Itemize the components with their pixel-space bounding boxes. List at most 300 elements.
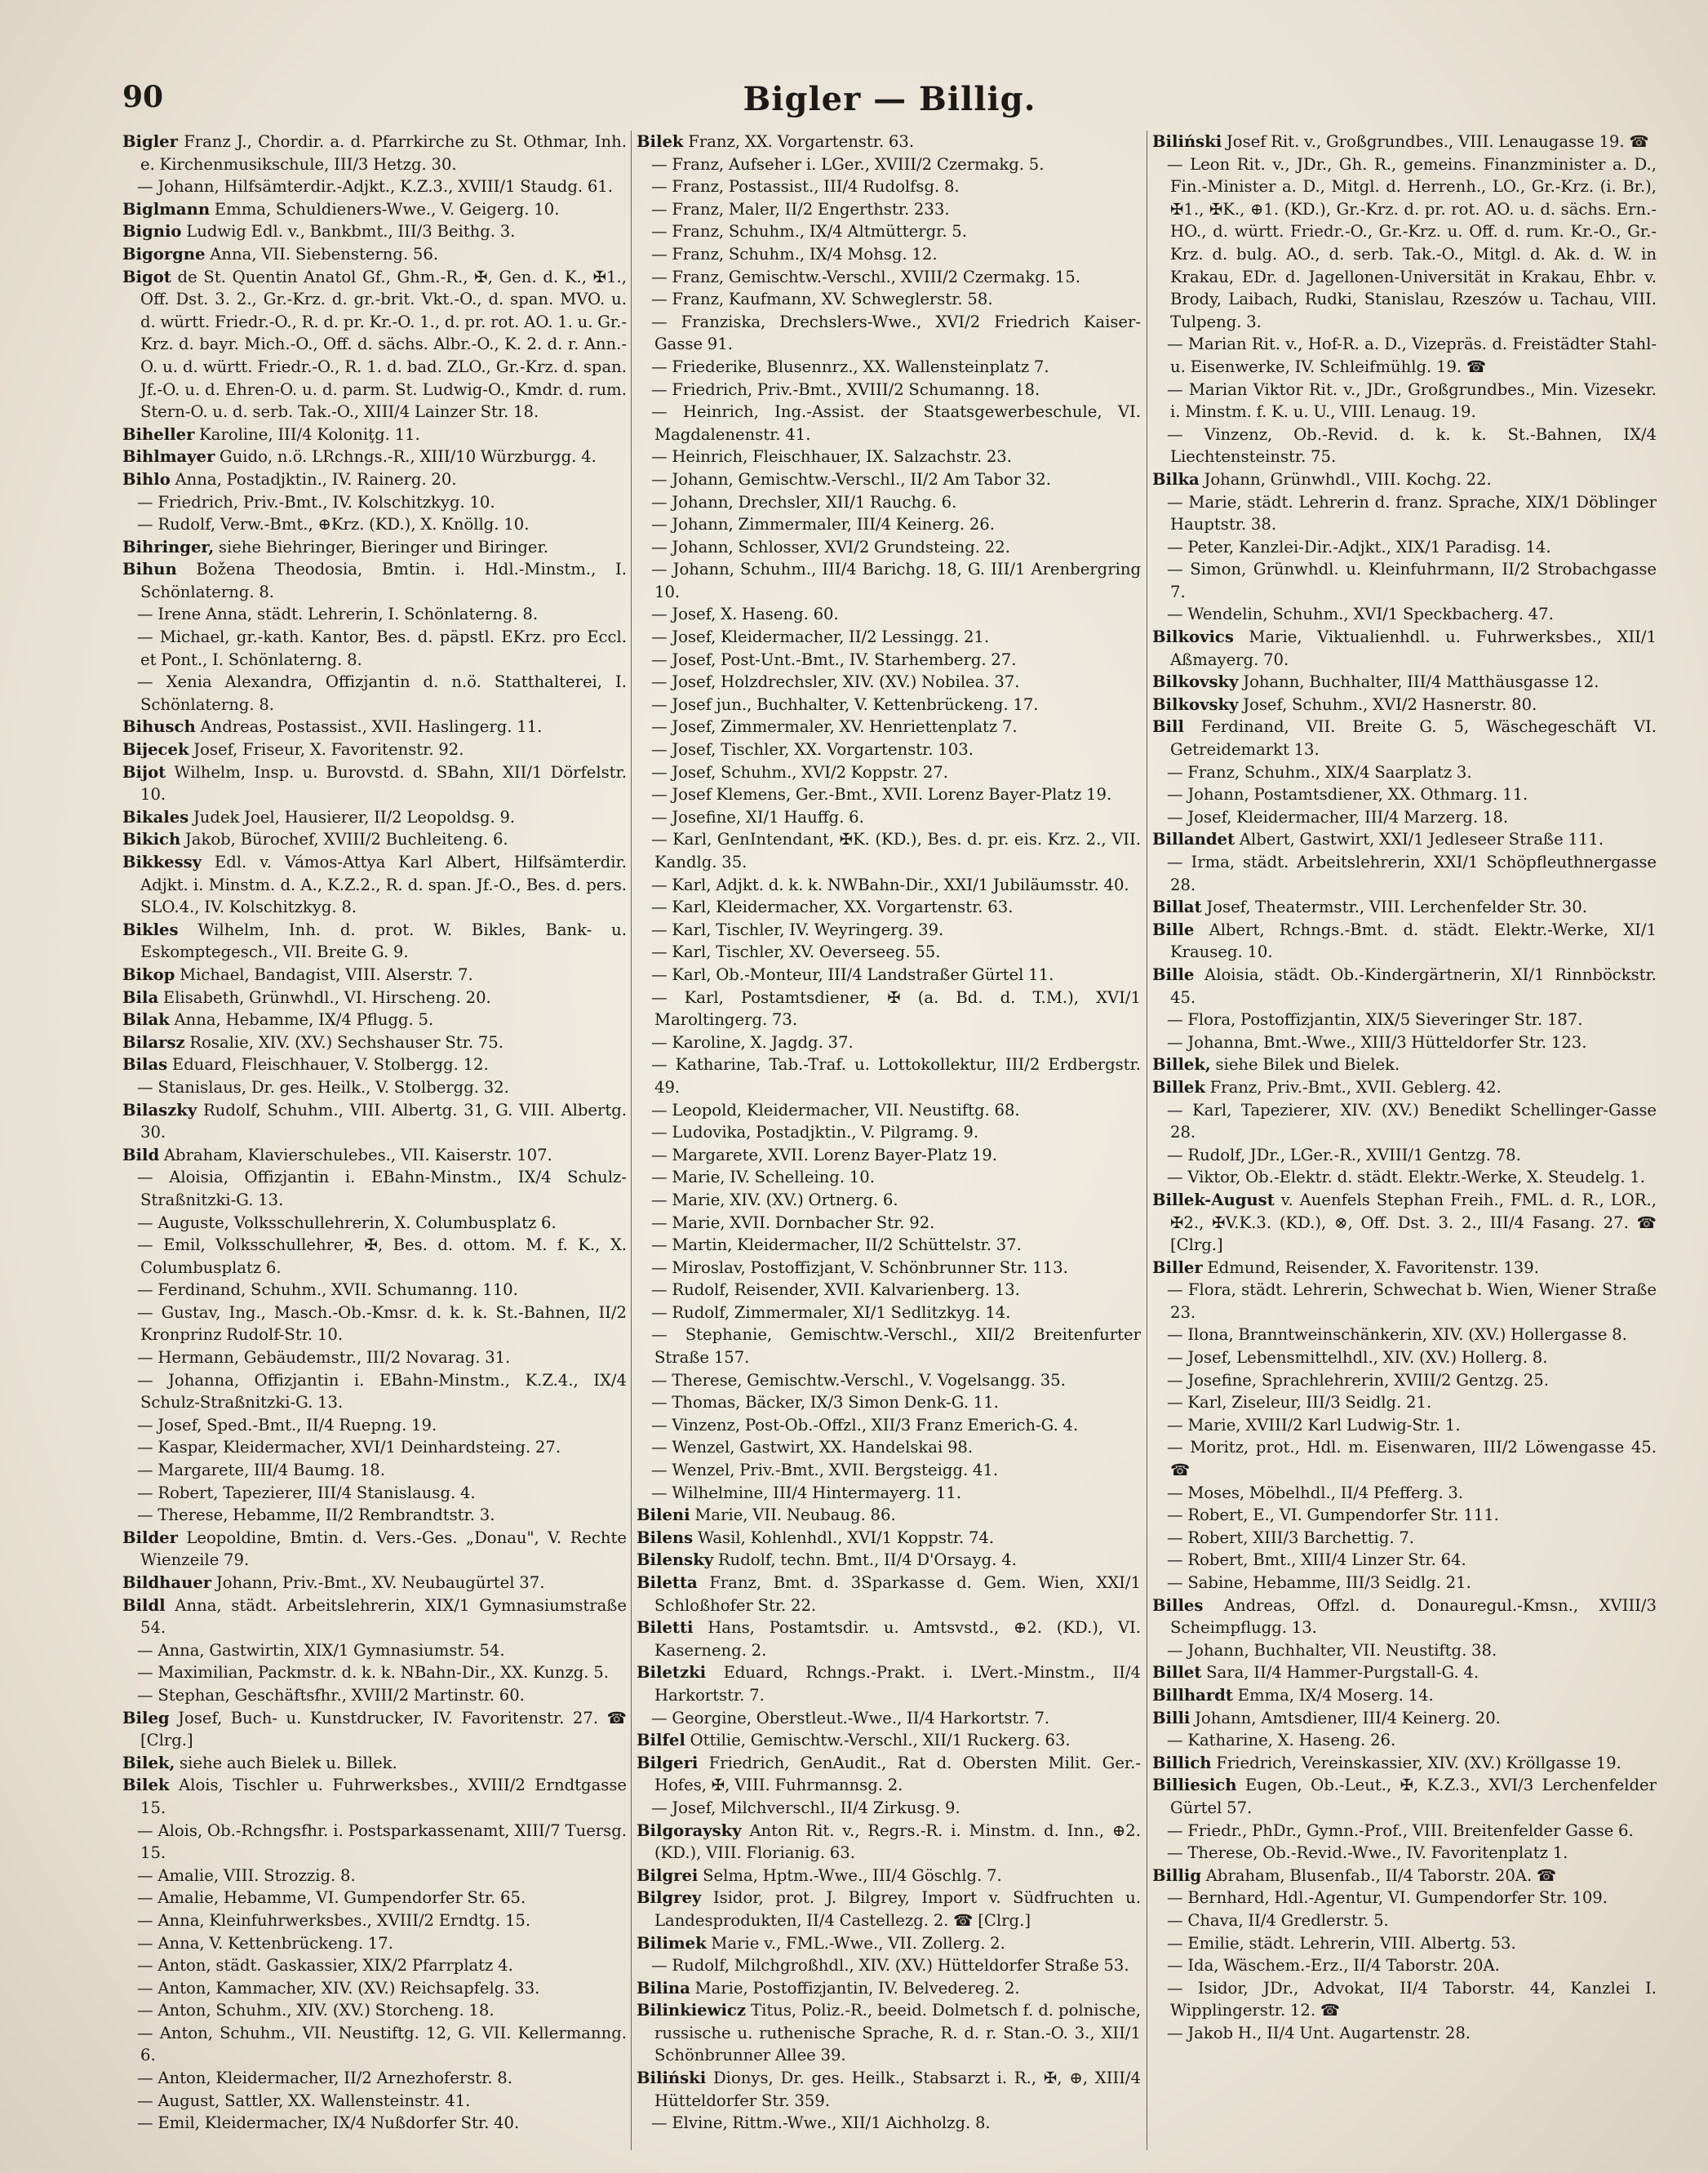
directory-entry <box>637 1189 1141 1212</box>
directory-entry <box>1152 1414 1657 1437</box>
directory-entry <box>122 558 627 603</box>
entry-text: — Michael, gr.-kath. Kantor, Bes. d. päpstl. EKrz. pro Eccl. et Pont., I. Schönlaterng. 8. <box>137 628 627 669</box>
directory-entry <box>122 1279 627 1302</box>
directory-entry <box>122 1166 627 1211</box>
directory-entry <box>637 311 1141 356</box>
entry-text: — Josef, Holzdrechsler, XIV. (XV.) Nobilea. 37. <box>651 672 1020 692</box>
directory-entry <box>1152 1820 1657 1843</box>
directory-entry <box>1152 1729 1657 1752</box>
entry-headword: Bille <box>1152 965 1195 984</box>
entry-text: Eduard, Rchngs.-Prakt. i. LVert.-Minstm., II/4 Harkortstr. 7. <box>654 1663 1141 1705</box>
directory-entry <box>637 1212 1141 1235</box>
directory-entry <box>637 175 1141 198</box>
directory-entry <box>122 1346 627 1369</box>
directory-entry <box>637 288 1141 311</box>
directory-entry <box>122 1414 627 1437</box>
entry-text: — Therese, Ob.-Revid.-Wwe., IV. Favoritenplatz 1. <box>1167 1843 1568 1863</box>
entry-text: — Karl, Ob.-Monteur, III/4 Landstraßer Gürtel 11. <box>651 965 1054 984</box>
entry-text: Josef, Schuhm., XVI/2 Hasnerstr. 80. <box>1238 694 1537 714</box>
entry-text: — Karl, Tischler, IV. Weyringerg. 39. <box>651 920 944 939</box>
directory-entry <box>1152 558 1657 603</box>
entry-text: — Bernhard, Hdl.-Agentur, VI. Gumpendorfer Str. 109. <box>1167 1888 1608 1908</box>
entry-text: — Heinrich, Fleischhauer, IX. Salzachstr. 23. <box>651 447 1013 467</box>
entry-text: — Vinzenz, Ob.-Revid. d. k. k. St.-Bahnen, IX/4 Liechtensteinstr. 75. <box>1167 424 1657 467</box>
directory-entry <box>122 1482 627 1505</box>
directory-entry <box>122 603 627 626</box>
entry-text: Ludwig Edl. v., Bankbmt., III/3 Beithg. 3. <box>181 222 516 242</box>
entry-text: — Auguste, Volksschullehrerin, X. Columbusplatz 6. <box>137 1213 557 1232</box>
entry-text: — Johann, Zimmermaler, III/4 Keinerg. 26. <box>651 515 995 534</box>
directory-entry <box>122 1572 627 1594</box>
entry-text: Emma, Schuldieners-Wwe., V. Geigerg. 10. <box>210 199 560 219</box>
directory-entry <box>637 828 1141 873</box>
directory-entry <box>122 1932 627 1955</box>
entry-headword: Bikop <box>122 965 175 984</box>
entry-headword: Billig <box>1152 1865 1202 1885</box>
entry-text: Josef Rit. v., Großgrundbes., VIII. Lenaugasse 19. ☎ <box>1222 132 1649 151</box>
directory-entry <box>1152 1909 1657 1932</box>
entry-headword: Bileg <box>122 1708 170 1727</box>
entry-headword: Bila <box>122 987 159 1007</box>
entry-text: Josef, Buch- u. Kunstdrucker, IV. Favoritenstr. 27. ☎ [Clrg.] <box>140 1708 627 1750</box>
entry-headword: Bilkovsky <box>1152 672 1239 692</box>
entry-text: — Simon, Grünwhdl. u. Kleinfuhrmann, II/2 Strobachgasse 7. <box>1167 560 1657 601</box>
entry-text: — Anton, städt. Gaskassier, XIX/2 Pfarrplatz 4. <box>137 1956 513 1976</box>
entry-text: — Ilona, Branntweinschänkerin, XIV. (XV.) Hollergasse 8. <box>1167 1325 1627 1345</box>
directory-entry <box>122 1076 627 1099</box>
entry-text: — Stephanie, Gemischtw.-Verschl., XII/2 Breitenfurter Straße 157. <box>651 1325 1141 1368</box>
entry-text: — Miroslav, Postoffizjant, V. Schönbrunner Str. 113. <box>651 1257 1068 1277</box>
entry-text: Andreas, Offzl. d. Donauregul.-Kmsn., XVIII/3 Scheimpflugg. 13. <box>1170 1595 1657 1638</box>
directory-entry <box>1152 694 1657 716</box>
entry-headword: Bilfel <box>637 1731 685 1750</box>
entry-text: — Anna, V. Kettenbrückeng. 17. <box>137 1933 393 1953</box>
entry-text: Anna, Postadjktin., IV. Rainerg. 20. <box>170 469 457 489</box>
column-2 <box>637 131 1141 2150</box>
entry-text: — Hermann, Gebäudemstr., III/2 Novarag. 31. <box>137 1348 511 1368</box>
entry-text: — Chava, II/4 Gredlerstr. 5. <box>1167 1910 1389 1930</box>
entry-text: Johann, Amtsdiener, III/4 Keinerg. 20. <box>1190 1708 1501 1727</box>
entry-text: — Josef, Zimmermaler, XV. Henriettenplatz 7. <box>651 717 1018 737</box>
directory-entry <box>637 536 1141 559</box>
directory-entry <box>122 1436 627 1459</box>
directory-entry <box>1152 1954 1657 1977</box>
directory-entry <box>637 783 1141 806</box>
directory-entry <box>637 1707 1141 1730</box>
entry-text: — Viktor, Ob.-Elektr. d. städt. Elektr.-Werke, X. Steudelg. 1. <box>1167 1168 1645 1187</box>
directory-entry <box>122 761 627 806</box>
entry-text: — Karl, Ziseleur, III/3 Seidlg. 21. <box>1167 1393 1432 1412</box>
entry-text: — Johann, Postamtsdiener, XX. Othmarg. 11. <box>1167 785 1528 805</box>
entry-text: Dionys, Dr. ges. Heilk., Stabsarzt i. R., ✠, ⊕, XIII/4 Hütteldorfer Str. 359. <box>654 2069 1141 2110</box>
entry-text: siehe Bilek und Bielek. <box>1210 1055 1400 1075</box>
entry-headword: Biglmann <box>122 199 211 219</box>
running-head: Bigler — Billig. <box>743 80 1036 118</box>
directory-entry <box>1152 1752 1657 1775</box>
directory-entry <box>637 941 1141 964</box>
entry-headword: Bikkessy <box>122 853 202 871</box>
entry-headword: Bildl <box>122 1595 166 1615</box>
directory-entry <box>637 1661 1141 1706</box>
entry-text: — Anton, Schuhm., VII. Neustiftg. 12, G. VII. Kellermanng. 6. <box>137 2023 627 2065</box>
directory-entry <box>1152 379 1657 424</box>
entry-text: — Josef Klemens, Ger.-Bmt., XVII. Lorenz Bayer-Platz 19. <box>651 785 1112 805</box>
directory-entry <box>637 1865 1141 1887</box>
entry-text: — Robert, E., VI. Gumpendorfer Str. 111. <box>1167 1506 1499 1525</box>
directory-entry <box>122 1752 627 1775</box>
directory-entry <box>122 1009 627 1031</box>
entry-text: — Anton, Kleidermacher, II/2 Arnezhoferstr. 8. <box>137 2069 512 2088</box>
entry-text: Selma, Hptm.-Wwe., III/4 Göschlg. 7. <box>698 1865 1002 1885</box>
directory-entry <box>1152 1661 1657 1684</box>
directory-entry <box>122 536 627 559</box>
entry-text: — Johann, Buchhalter, VII. Neustiftg. 38. <box>1167 1640 1497 1660</box>
entry-text: — Therese, Gemischtw.-Verschl., V. Vogelsangg. 35. <box>651 1370 1066 1390</box>
directory-entry <box>637 716 1141 738</box>
directory-entry <box>1152 1076 1657 1099</box>
directory-entry <box>637 131 1141 153</box>
entry-text: Anna, Hebamme, IX/4 Pflugg. 5. <box>169 1010 434 1030</box>
entry-text: — Emilie, städt. Lehrerin, VIII. Albertg. 53. <box>1167 1933 1516 1953</box>
entry-text: siehe auch Bielek u. Billek. <box>175 1753 397 1772</box>
entry-text: — Alois, Ob.-Rchngsfhr. i. Postsparkassenamt, XIII/7 Tuersg. 15. <box>137 1820 627 1863</box>
entry-text: — Anton, Kammacher, XIV. (XV.) Reichsapfelg. 33. <box>137 1978 540 1998</box>
entry-headword: Biliński <box>1152 132 1222 151</box>
entry-text: — Gustav, Ing., Masch.-Ob.-Kmsr. d. k. k. St.-Bahnen, II/2 Kronprinz Rudolf-Str. 10. <box>137 1302 627 1345</box>
entry-text: Marie, Viktualienhdl. u. Fuhrwerksbes., XII/1 Aßmayerg. 70. <box>1170 628 1657 669</box>
entry-headword: Bilek, <box>122 1753 175 1772</box>
entry-text: Franz J., Chordir. a. d. Pfarrkirche zu St. Othmar, Inh. e. Kirchenmusikschule, III/3 Hetzg. 30. <box>140 132 627 174</box>
directory-entry <box>122 2022 627 2067</box>
directory-entry <box>637 1616 1141 1661</box>
directory-entry <box>1152 851 1657 896</box>
entry-text: — Franz, Schuhm., XIX/4 Saarplatz 3. <box>1167 762 1472 782</box>
entry-text: — Franz, Gemischtw.-Verschl., XVIII/2 Czermakg. 15. <box>651 267 1080 286</box>
entry-headword: Billek, <box>1152 1055 1211 1075</box>
directory-entry <box>122 1212 627 1235</box>
entry-text: Anna, VII. Siebensterng. 56. <box>205 244 439 264</box>
entry-text: — Franz, Postassist., III/4 Rudolfsg. 8. <box>651 177 960 197</box>
directory-entry <box>1152 153 1657 334</box>
entry-text: — Ida, Wäschem.-Erz., II/4 Taborstr. 20A. <box>1167 1956 1500 1976</box>
directory-entry <box>122 1234 627 1279</box>
directory-entry <box>122 266 627 424</box>
entry-headword: Bilarsz <box>122 1032 185 1052</box>
entry-text: — Karl, Adjkt. d. k. k. NWBahn-Dir., XXI/1 Jubiläumsstr. 40. <box>651 875 1129 894</box>
entry-text: Hans, Postamtsdir. u. Amtsvstd., ⊕2. (KD.), VI. Kaserneng. 2. <box>654 1618 1141 1660</box>
entry-headword: Billhardt <box>1152 1685 1233 1705</box>
directory-entry <box>122 446 627 468</box>
entry-headword: Bilimek <box>637 1933 707 1953</box>
directory-entry <box>122 1887 627 1909</box>
directory-entry <box>1152 1099 1657 1144</box>
entry-headword: Biletta <box>637 1573 698 1592</box>
entry-text: Leopoldine, Bmtin. d. Vers.-Ges. „Donau", V. Rechte Wienzeile 79. <box>140 1528 627 1570</box>
entry-text: — Robert, XIII/3 Barchettig. 7. <box>1167 1528 1415 1547</box>
directory-entry <box>637 558 1141 603</box>
entry-text: — Friedrich, Priv.-Bmt., XVIII/2 Schumanng. 18. <box>651 379 1040 399</box>
directory-entry <box>122 1977 627 2000</box>
column-1 <box>122 131 627 2150</box>
directory-entry <box>122 175 627 198</box>
entry-text: Alois, Tischler u. Fuhrwerksbes., XVIII/2 Erndtgasse 15. <box>140 1776 627 1817</box>
directory-entry <box>122 1053 627 1076</box>
entry-text: — Ludovika, Postadjktin., V. Pilgramg. 9. <box>651 1123 979 1142</box>
entry-text: — Friederike, Blusennrz., XX. Wallensteinplatz 7. <box>651 357 1049 376</box>
entry-text: — Irma, städt. Arbeitslehrerin, XXI/1 Schöpfleuthnergasse 28. <box>1167 853 1657 894</box>
directory-entry <box>637 1324 1141 1368</box>
entry-text: — Margarete, III/4 Baumg. 18. <box>137 1461 385 1480</box>
directory-entry <box>1152 1189 1657 1257</box>
entry-text: Božena Theodosia, Bmtin. i. Hdl.-Minstm., I. Schönlaterng. 8. <box>140 560 627 601</box>
entry-text: — Franz, Maler, II/2 Engerthstr. 233. <box>651 199 950 219</box>
entry-text: — Robert, Tapezierer, III/4 Stanislausg. 4. <box>137 1483 476 1502</box>
directory-entry <box>1152 1369 1657 1392</box>
entry-text: — Sabine, Hebamme, III/3 Seidlg. 21. <box>1167 1573 1471 1592</box>
directory-entry <box>637 694 1141 716</box>
directory-entry <box>1152 964 1657 1009</box>
entry-text: — Marian Rit. v., Hof-R. a. D., Vizepräs. d. Freistädter Stahl- u. Eisenwerke, IV. Schleifmühlg. 19. ☎ <box>1167 335 1657 376</box>
directory-entry <box>122 1865 627 1887</box>
entry-text: — Irene Anna, städt. Lehrerin, I. Schönlaterng. 8. <box>137 605 539 624</box>
directory-entry <box>637 513 1141 536</box>
entry-text: — Johann, Hilfsämterdir.-Adjkt., K.Z.3., XVIII/1 Staudg. 61. <box>137 177 613 197</box>
entry-text: Albert, Gastwirt, XXI/1 Jedleseer Straße 111. <box>1235 830 1604 849</box>
directory-entry <box>122 1999 627 2022</box>
entry-text: Andreas, Postassist., XVII. Haslingerg. 11. <box>195 717 543 737</box>
directory-entry <box>637 738 1141 761</box>
directory-entry <box>637 1144 1141 1167</box>
entry-headword: Bilka <box>1152 469 1200 489</box>
entry-headword: Biletzki <box>637 1663 707 1683</box>
entry-headword: Bilas <box>122 1055 168 1075</box>
entry-headword: Bileni <box>637 1506 690 1525</box>
entry-text: — Karl, Tischler, XV. Oeverseeg. 55. <box>651 942 941 962</box>
entry-text: — Friedrich, Priv.-Bmt., IV. Kolschitzkyg. 10. <box>137 492 495 512</box>
directory-entry <box>122 2067 627 2090</box>
directory-entry <box>637 1257 1141 1279</box>
entry-text: Eduard, Fleischhauer, V. Stolbergg. 12. <box>167 1055 489 1075</box>
entry-text: — Marie, XVII. Dornbacher Str. 92. <box>651 1213 935 1232</box>
directory-entry <box>1152 1684 1657 1707</box>
directory-entry <box>637 761 1141 784</box>
entry-text: — Josef, Milchverschl., II/4 Zirkusg. 9. <box>651 1798 960 1817</box>
entry-text: — Karl, GenIntendant, ✠K. (KD.), Bes. d. pr. eis. Krz. 2., VII. Kandlg. 35. <box>651 830 1141 871</box>
entry-headword: Bikles <box>122 920 179 939</box>
entry-text: Guido, n.ö. LRchngs.-R., XIII/10 Würzburgg. 4. <box>215 447 597 467</box>
directory-entry <box>1152 491 1657 536</box>
entry-text: — Emil, Kleidermacher, IX/4 Nußdorfer Str. 40. <box>137 2113 520 2133</box>
directory-entry <box>637 603 1141 626</box>
entry-headword: Bigot <box>122 267 171 286</box>
entry-text: Edmund, Reisender, X. Favoritenstr. 139. <box>1202 1257 1539 1277</box>
directory-entry <box>122 828 627 851</box>
entry-text: — Wenzel, Gastwirt, XX. Handelskai 98. <box>651 1438 974 1457</box>
entry-headword: Bilina <box>637 1978 690 1998</box>
entry-text: — Thomas, Bäcker, IX/3 Simon Denk-G. 11. <box>651 1393 999 1412</box>
entry-text: Judek Joel, Hausierer, II/2 Leopoldsg. 9. <box>189 807 516 827</box>
directory-entry <box>637 1391 1141 1414</box>
entry-text: Karoline, III/4 Koloniţg. 11. <box>194 424 420 444</box>
entry-text: — Flora, Postoffizjantin, XIX/5 Sieveringer Str. 187. <box>1167 1010 1583 1030</box>
entry-headword: Billat <box>1152 898 1202 917</box>
entry-headword: Bill <box>1152 717 1184 737</box>
entry-headword: Bilder <box>122 1528 178 1547</box>
entry-text: — Josefine, Sprachlehrerin, XVIII/2 Gentzg. 25. <box>1167 1370 1549 1390</box>
directory-entry <box>637 1369 1141 1392</box>
entry-text: — Josef, Sped.-Bmt., II/4 Ruepng. 19. <box>137 1415 437 1435</box>
directory-entry <box>1152 716 1657 761</box>
entry-headword: Bilkovics <box>1152 628 1234 647</box>
entry-text: Elisabeth, Grünwhdl., VI. Hirscheng. 20. <box>158 987 491 1007</box>
directory-entry <box>122 1954 627 1977</box>
entry-headword: Biliński <box>637 2069 707 2088</box>
entry-text: — Karoline, X. Jagdg. 37. <box>651 1032 854 1052</box>
entry-text: — Marian Viktor Rit. v., JDr., Großgrundbes., Min. Vizesekr. i. Minstm. f. K. u. U., VIII. Lenaug. 19. <box>1167 379 1657 422</box>
entry-text: — Marie, städt. Lehrerin d. franz. Sprache, XIX/1 Döblinger Hauptstr. 38. <box>1167 492 1657 534</box>
entry-text: — Maximilian, Packmstr. d. k. k. NBahn-Dir., XX. Kunzg. 5. <box>137 1663 609 1683</box>
directory-entry <box>122 1031 627 1054</box>
entry-text: Marie, Postoffizjantin, IV. Belvedereg. 2. <box>690 1978 1020 1998</box>
directory-entry <box>637 446 1141 468</box>
entry-text: Ferdinand, VII. Breite G. 5, Wäschegeschäft VI. Getreidemarkt 13. <box>1170 717 1657 760</box>
directory-entry <box>1152 1031 1657 1054</box>
directory-entry <box>637 1887 1141 1931</box>
entry-headword: Biller <box>1152 1257 1203 1277</box>
entry-text: — Katharine, Tab.-Traf. u. Lottokollektur, III/2 Erdbergstr. 49. <box>651 1055 1141 1097</box>
entry-text: — Johann, Gemischtw.-Verschl., II/2 Am Tabor 32. <box>651 469 1051 489</box>
entry-text: — Marie, XIV. (XV.) Ortnerg. 6. <box>651 1190 898 1209</box>
directory-entry <box>1152 1166 1657 1189</box>
directory-entry <box>637 874 1141 897</box>
page-header <box>122 80 1657 129</box>
directory-entry <box>1152 1527 1657 1550</box>
directory-entry <box>122 1639 627 1662</box>
directory-entry <box>637 198 1141 221</box>
entry-text: — Franziska, Drechslers-Wwe., XVI/2 Friedrich Kaiser-Gasse 91. <box>651 312 1141 354</box>
directory-entry <box>1152 828 1657 851</box>
entry-headword: Bille <box>1152 920 1195 939</box>
entry-text: — Johann, Drechsler, XII/1 Rauchg. 6. <box>651 492 957 512</box>
directory-entry <box>1152 468 1657 491</box>
directory-entry <box>637 649 1141 672</box>
directory-entry <box>637 1279 1141 1302</box>
directory-entry <box>1152 603 1657 626</box>
directory-entry <box>1152 806 1657 829</box>
directory-entry <box>637 401 1141 446</box>
entry-headword: Bignio <box>122 222 182 242</box>
entry-text: Friedrich, Vereinskassier, XIV. (XV.) Kröllgasse 19. <box>1211 1753 1621 1772</box>
directory-entry <box>1152 783 1657 806</box>
entry-headword: Billet <box>1152 1663 1202 1683</box>
directory-entry <box>1152 1279 1657 1324</box>
directory-entry <box>122 491 627 514</box>
directory-entry <box>637 1797 1141 1820</box>
directory-entry <box>1152 424 1657 468</box>
entry-text: — Rudolf, Zimmermaler, XI/1 Sedlitzkyg. 14. <box>651 1302 1011 1322</box>
entry-headword: Bilkovsky <box>1152 694 1239 714</box>
entry-text: — Jakob H., II/4 Unt. Augartenstr. 28. <box>1167 2023 1471 2042</box>
entry-headword: Billi <box>1152 1708 1191 1727</box>
column-divider <box>631 131 632 2150</box>
entry-text: — Isidor, JDr., Advokat, II/4 Taborstr. 44, Kanzlei I. Wipplingerstr. 12. ☎ <box>1167 1978 1657 2020</box>
entry-text: Franz, Priv.-Bmt., XVII. Geblerg. 42. <box>1204 1077 1502 1097</box>
directory-entry <box>122 1369 627 1414</box>
entry-text: — Stanislaus, Dr. ges. Heilk., V. Stolbergg. 32. <box>137 1077 509 1097</box>
directory-entry <box>637 1549 1141 1572</box>
entry-text: — Josef, Post-Unt.-Bmt., IV. Starhemberg. 27. <box>651 650 1017 669</box>
directory-entry <box>637 1932 1141 1955</box>
entry-text: Rosalie, XIV. (XV.) Sechshauser Str. 75. <box>184 1032 504 1052</box>
directory-entry <box>637 2067 1141 2112</box>
entry-headword: Bilgeri <box>637 1753 699 1772</box>
entry-text: Rudolf, techn. Bmt., II/4 D'Orsayg. 4. <box>713 1550 1017 1570</box>
entry-text: — Wilhelmine, III/4 Hintermayerg. 11. <box>651 1483 961 1502</box>
entry-text: — Amalie, Hebamme, VI. Gumpendorfer Str. 65. <box>137 1888 526 1908</box>
directory-entry <box>122 424 627 446</box>
entry-headword: Billek-August <box>1152 1190 1275 1209</box>
directory-entry <box>637 1527 1141 1550</box>
entry-text: — Wendelin, Schuhm., XVI/1 Speckbacherg. 47. <box>1167 605 1554 624</box>
entry-text: Wilhelm, Insp. u. Burovstd. d. SBahn, XII/1 Dörfelstr. 10. <box>140 762 627 805</box>
entry-text: — Josef, Kleidermacher, II/2 Lessingg. 21. <box>651 628 990 647</box>
entry-text: — Josef, Tischler, XX. Vorgartenstr. 103. <box>651 740 974 760</box>
entry-text: Marie v., FML.-Wwe., VII. Zollerg. 2. <box>706 1933 1005 1953</box>
entry-text: — Peter, Kanzlei-Dir.-Adjkt., XIX/1 Paradisg. 14. <box>1167 537 1551 557</box>
entry-headword: Bihlmayer <box>122 447 215 467</box>
directory-entry <box>637 1166 1141 1189</box>
directory-entry <box>637 1414 1141 1437</box>
directory-entry <box>637 220 1141 243</box>
entry-text: — Margarete, XVII. Lorenz Bayer-Platz 19. <box>651 1145 997 1164</box>
directory-entry <box>122 468 627 491</box>
directory-entry <box>637 379 1141 401</box>
entry-text: Michael, Bandagist, VIII. Alserstr. 7. <box>175 965 473 984</box>
entry-headword: Bigorgne <box>122 244 206 264</box>
entry-text: — Rudolf, Reisender, XVII. Kalvarienberg. 13. <box>651 1280 1020 1300</box>
entry-text: Marie, VII. Neubaug. 86. <box>690 1506 896 1525</box>
entry-headword: Biheller <box>122 424 195 444</box>
directory-entry <box>637 896 1141 919</box>
entry-text: — Johanna, Bmt.-Wwe., XIII/3 Hütteldorfer Str. 123. <box>1167 1032 1587 1052</box>
entry-text: Jakob, Bürochef, XVIII/2 Buchleiteng. 6. <box>180 830 508 849</box>
directory-entry <box>122 2112 627 2135</box>
entry-headword: Bilek <box>637 132 684 151</box>
directory-entry <box>1152 1504 1657 1527</box>
entry-headword: Bilgoraysky <box>637 1820 742 1840</box>
directory-entry <box>1152 1572 1657 1594</box>
entry-text: — Josef, Lebensmittelhdl., XIV. (XV.) Hollerg. 8. <box>1167 1348 1548 1368</box>
directory-entry <box>1152 1977 1657 2022</box>
entry-headword: Bihlo <box>122 469 171 489</box>
entry-headword: Bigler <box>122 132 178 151</box>
entry-text: — Marie, XVIII/2 Karl Ludwig-Str. 1. <box>1167 1415 1461 1435</box>
entry-text: Emma, IX/4 Moserg. 14. <box>1232 1685 1434 1705</box>
entry-headword: Bilgrei <box>637 1865 699 1885</box>
entry-text: — Karl, Kleidermacher, XX. Vorgartenstr. 63. <box>651 898 1014 917</box>
entry-text: — Karl, Tapezierer, XIV. (XV.) Benedikt Schellinger-Gasse 28. <box>1167 1100 1657 1142</box>
page-number: 90 <box>122 80 164 114</box>
entry-headword: Bikales <box>122 807 189 827</box>
directory-columns <box>122 131 1657 2150</box>
entry-text: Wilhelm, Inh. d. prot. W. Bikles, Bank- u. Eskomptegesch., VII. Breite G. 9. <box>140 920 627 962</box>
directory-entry <box>637 1752 1141 1797</box>
entry-text: — Rudolf, JDr., LGer.-R., XVIII/1 Gentzg. 78. <box>1167 1145 1521 1164</box>
entry-text: — Anna, Gastwirtin, XIX/1 Gymnasiumstr. 54. <box>137 1640 505 1660</box>
directory-entry <box>1152 333 1657 378</box>
directory-entry <box>637 1482 1141 1505</box>
directory-entry <box>122 716 627 738</box>
